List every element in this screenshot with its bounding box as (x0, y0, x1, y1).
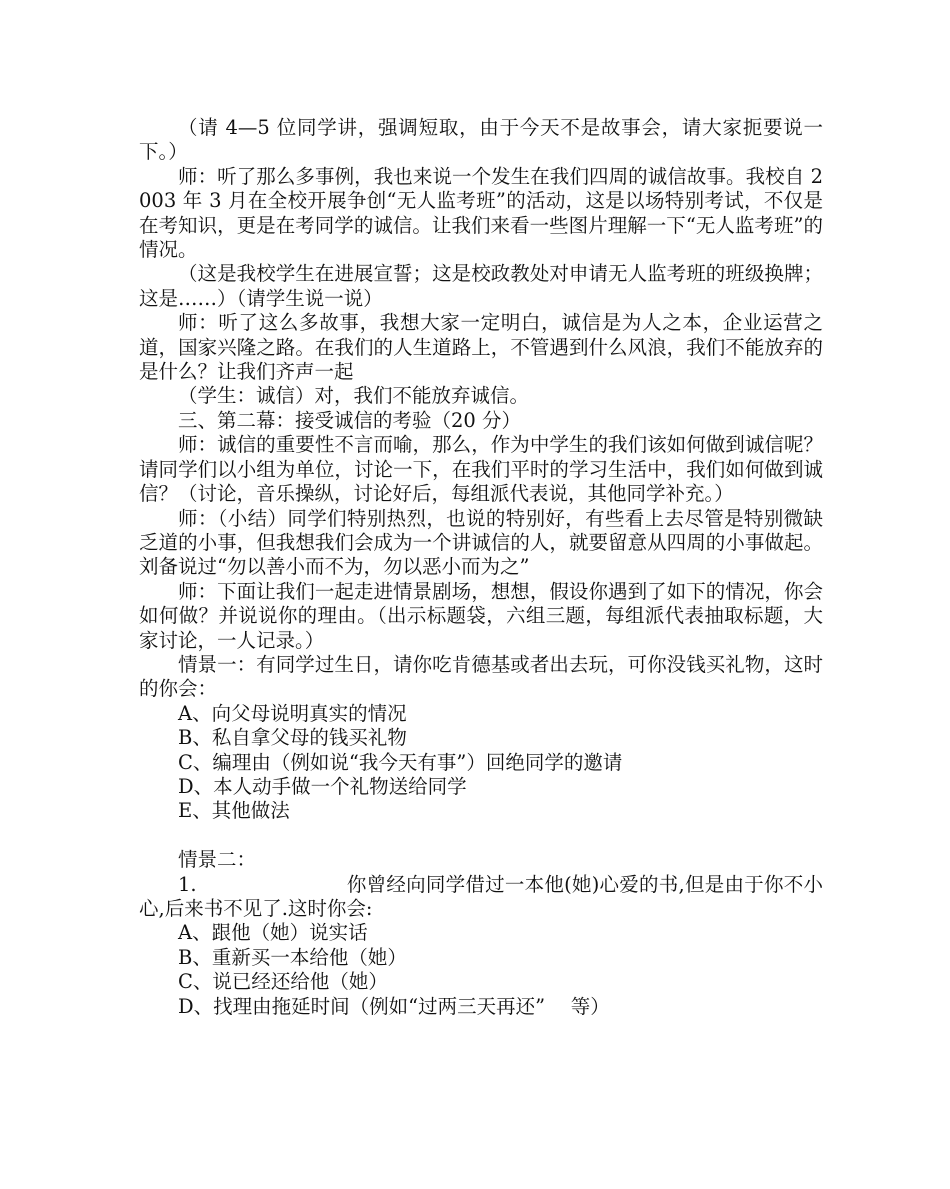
scene2-option-a: A、跟他（她）说实话 (178, 921, 368, 945)
paragraph-scenario-intro: 师：下面让我们一起走进情景剧场，想想，假设你遇到了如下的情况，你会如何做？并说说你的理由。（出示标题袋，六组三题，每组派代表抽取标题，大家讨论，一人记录。） (139, 579, 823, 652)
paragraph-student-answer: （学生：诚信）对，我们不能放弃诚信。 (178, 384, 530, 408)
scene2-heading: 情景二： (178, 848, 257, 872)
scene2-question (139, 873, 823, 922)
scene1-option-a: A、向父母说明真实的情况 (178, 701, 407, 725)
paragraph-instruction: （请 4—5 位同学讲，强调短取，由于今天不是故事会，请大家扼要说一下。） (139, 116, 823, 164)
paragraph-teacher-story: 师：听了那么多事例，我也来说一个发生在我们四周的诚信故事。我校自 2003 年 3 月在全校开展争创“无人监考班”的活动，这是以场特别考试，不仅是在考知识，更是在考同学的诚信。让我们来看一些图片理解一下“无人监考班”的情况。 (139, 164, 823, 262)
document-body (139, 116, 823, 1019)
scene2-question-text: 你曾经向同学借过一本他(她)心爱的书,但是由于你不小心,后来书不见了.这时你会: (139, 872, 823, 920)
scene1-option-b: B、私自拿父母的钱买礼物 (178, 726, 407, 750)
section-heading-act-two: 三、第二幕：接受诚信的考验（20 分） (178, 408, 522, 432)
paragraph-discussion: 师：诚信的重要性不言而喻，那么，作为中学生的我们该如何做到诚信呢？请同学们以小组为单位，讨论一下，在我们平时的学习生活中，我们如何做到诚信？（讨论，音乐操纵，讨论好后，每组派代表说，其他同学补充。） (139, 433, 823, 506)
paragraph-picture-notes: （这是我校学生在进展宣誓；这是校政教处对申请无人监考班的班级换牌；这是……）（请学生说一说） (139, 262, 823, 310)
scene1-option-c: C、编理由（例如说“我今天有事”）回绝同学的邀请 (178, 750, 623, 774)
scene2-option-d: D、找理由拖延时间（例如“过两三天再还” 等） (178, 994, 610, 1018)
scene2-option-b: B、重新买一本给他（她） (178, 945, 407, 969)
scene2-option-c: C、说已经还给他（她） (178, 970, 388, 994)
blank-line (139, 824, 823, 848)
scene1-option-e: E、其他做法 (178, 799, 290, 823)
paragraph-teacher-summary: 师：听了这么多故事，我想大家一定明白，诚信是为人之本，企业运营之道，国家兴隆之路。在我们的人生道路上，不管遇到什么风浪，我们不能放弃的是什么？让我们齐声一起 (139, 311, 823, 384)
paragraph-scene-one: 情景一：有同学过生日，请你吃肯德基或者出去玩，可你没钱买礼物，这时的你会： (139, 652, 823, 701)
paragraph-conclusion: 师：（小结）同学们特别热烈，也说的特别好，有些看上去尽管是特别微缺乏道的小事，但我想我们会成为一个讲诚信的人，就要留意从四周的小事做起。刘备说过“勿以善小而不为，勿以恶小而为之” (139, 506, 823, 579)
scene1-option-d: D、本人动手做一个礼物送给同学 (178, 774, 467, 798)
scene2-number: 1. (178, 872, 197, 896)
